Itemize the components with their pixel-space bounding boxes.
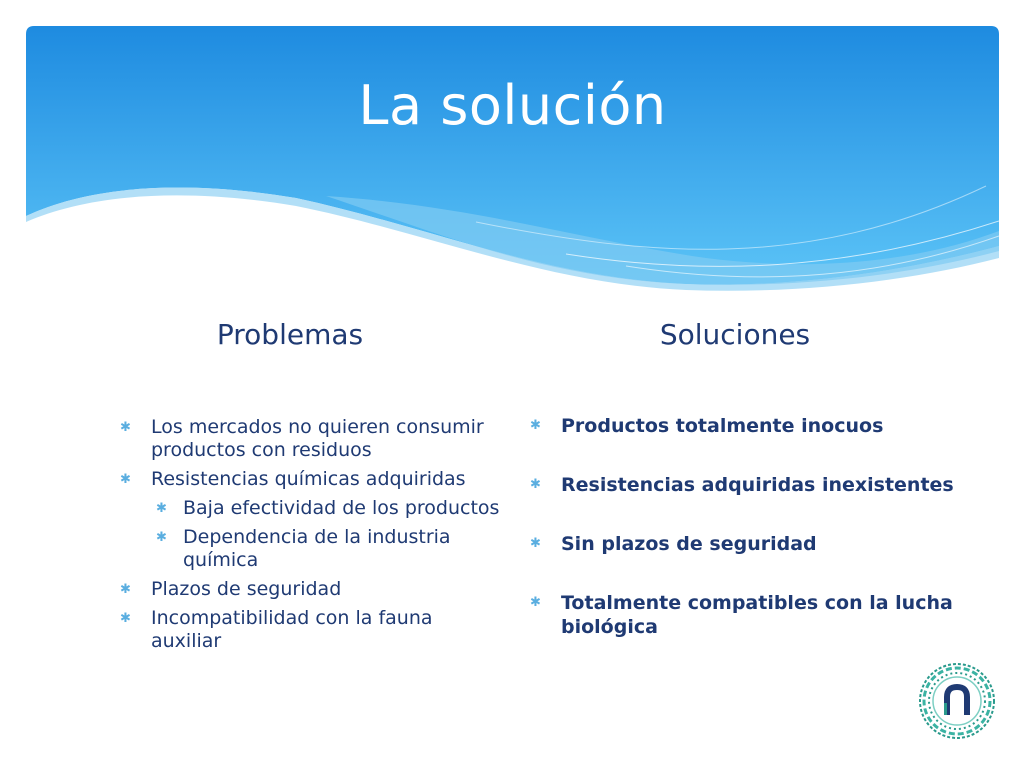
list-item-text: Los mercados no quieren consumir productos con residuos [151, 416, 484, 461]
asterisk-bullet-icon: ✱ [120, 472, 131, 487]
problems-heading: Problemas [216, 318, 364, 351]
asterisk-bullet-icon: ✱ [530, 595, 541, 610]
list-item [118, 607, 508, 653]
list-item-text: Plazos de seguridad [151, 578, 342, 600]
list-item [528, 414, 958, 438]
list-item [118, 468, 508, 491]
list-item-text: Resistencias adquiridas inexistentes [561, 474, 954, 496]
list-item-text: Resistencias químicas adquiridas [151, 468, 466, 490]
list-item-text: Sin plazos de seguridad [561, 533, 817, 555]
list-item-text: Dependencia de la industria química [183, 526, 451, 571]
slide-title: La solución [358, 74, 667, 137]
list-item [528, 473, 958, 497]
sub-list-item [118, 497, 508, 520]
list-item-text: Incompatibilidad con la fauna auxiliar [151, 607, 433, 652]
list-item [118, 416, 508, 462]
asterisk-bullet-icon: ✱ [156, 530, 167, 545]
asterisk-bullet-icon: ✱ [120, 582, 131, 597]
asterisk-bullet-icon: ✱ [530, 536, 541, 551]
list-item [528, 591, 958, 639]
company-logo-icon [917, 661, 997, 741]
problems-list [118, 416, 508, 659]
asterisk-bullet-icon: ✱ [120, 611, 131, 626]
solutions-heading: Soluciones [659, 318, 811, 351]
header-wave-banner [26, 26, 999, 296]
asterisk-bullet-icon: ✱ [120, 420, 131, 435]
asterisk-bullet-icon: ✱ [156, 501, 167, 516]
list-item-text: Productos totalmente inocuos [561, 415, 884, 437]
list-item [528, 532, 958, 556]
solutions-list [528, 414, 958, 674]
asterisk-bullet-icon: ✱ [530, 418, 541, 433]
list-item-text: Baja efectividad de los productos [183, 497, 500, 519]
list-item-text: Totalmente compatibles con la lucha biológica [561, 592, 953, 638]
list-item [118, 578, 508, 601]
asterisk-bullet-icon: ✱ [530, 477, 541, 492]
sub-list-item [118, 526, 508, 572]
